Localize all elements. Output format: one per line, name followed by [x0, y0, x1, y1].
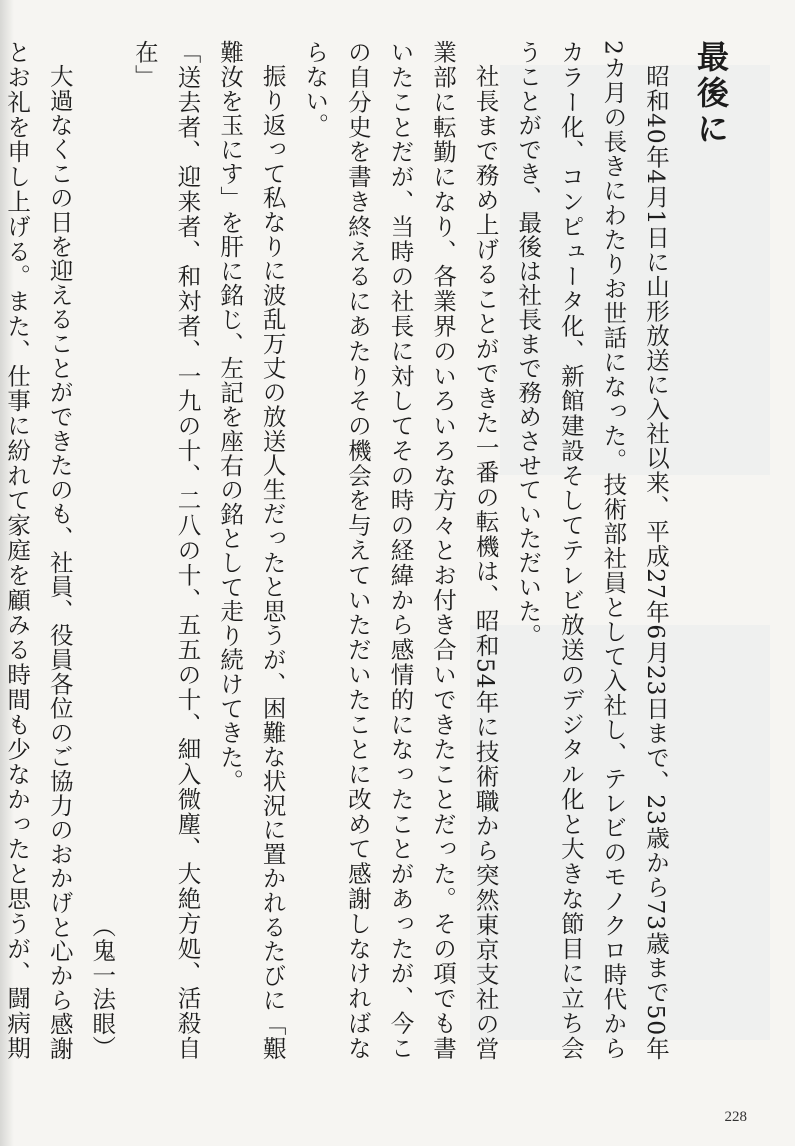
paragraph-5: 大過なくこの日を迎えることができたのも、社員、役員各位のご協力のおかげと心から感謝とお礼を申し上げる。また、仕事に紛れて家庭を顧みる時間も少なかったと思うが、闘病期 [3, 40, 74, 1060]
page-number: 228 [724, 1109, 747, 1125]
section-heading: 最後に [692, 40, 730, 148]
paragraph-3: 振り返って私なりに波乱万丈の放送人生だったと思うが、困難な状況に置かれるたびに「艱難汝を玉にす」を肝に銘じ、左記を座右の銘として走り続けてきた。 [216, 40, 287, 1060]
motto-quote: 「送去者、迎来者、和対者、一九の十、二八の十、五五の十、細入微塵、大絶方処、活殺自在」 [130, 40, 202, 1060]
paragraph-1: 昭和40年4月1日に山形放送に入社以来、平成27年6月23日まで、23歳から73歳まで50年2カ月の長きにわたりお世話になった。技術部社員として入社し、テレビのモノクロ時代からカラー化、コンピュータ化、新館建設そしてテレビ放送のデジタル化と大きな節目に立ち会うことができ、最後は社長まで務めさせていただいた。 [514, 40, 670, 1060]
paragraph-2: 社長まで務め上げることができた一番の転機は、昭和54年に技術職から突然東京支社の営業部に転勤になり、各業界のいろいろな方々とお付き合いできたことだった。その項でも書いたことだが、当時の社長に対してその時の経緯から感情的になったことがあったが、今この自分史を書き終えるにあたりその機会を与えていただいたことに改めて感謝しなければならない。 [301, 40, 500, 1060]
vertical-text-body [0, 40, 735, 1060]
motto-attribution: （鬼一法眼） [88, 914, 117, 1060]
